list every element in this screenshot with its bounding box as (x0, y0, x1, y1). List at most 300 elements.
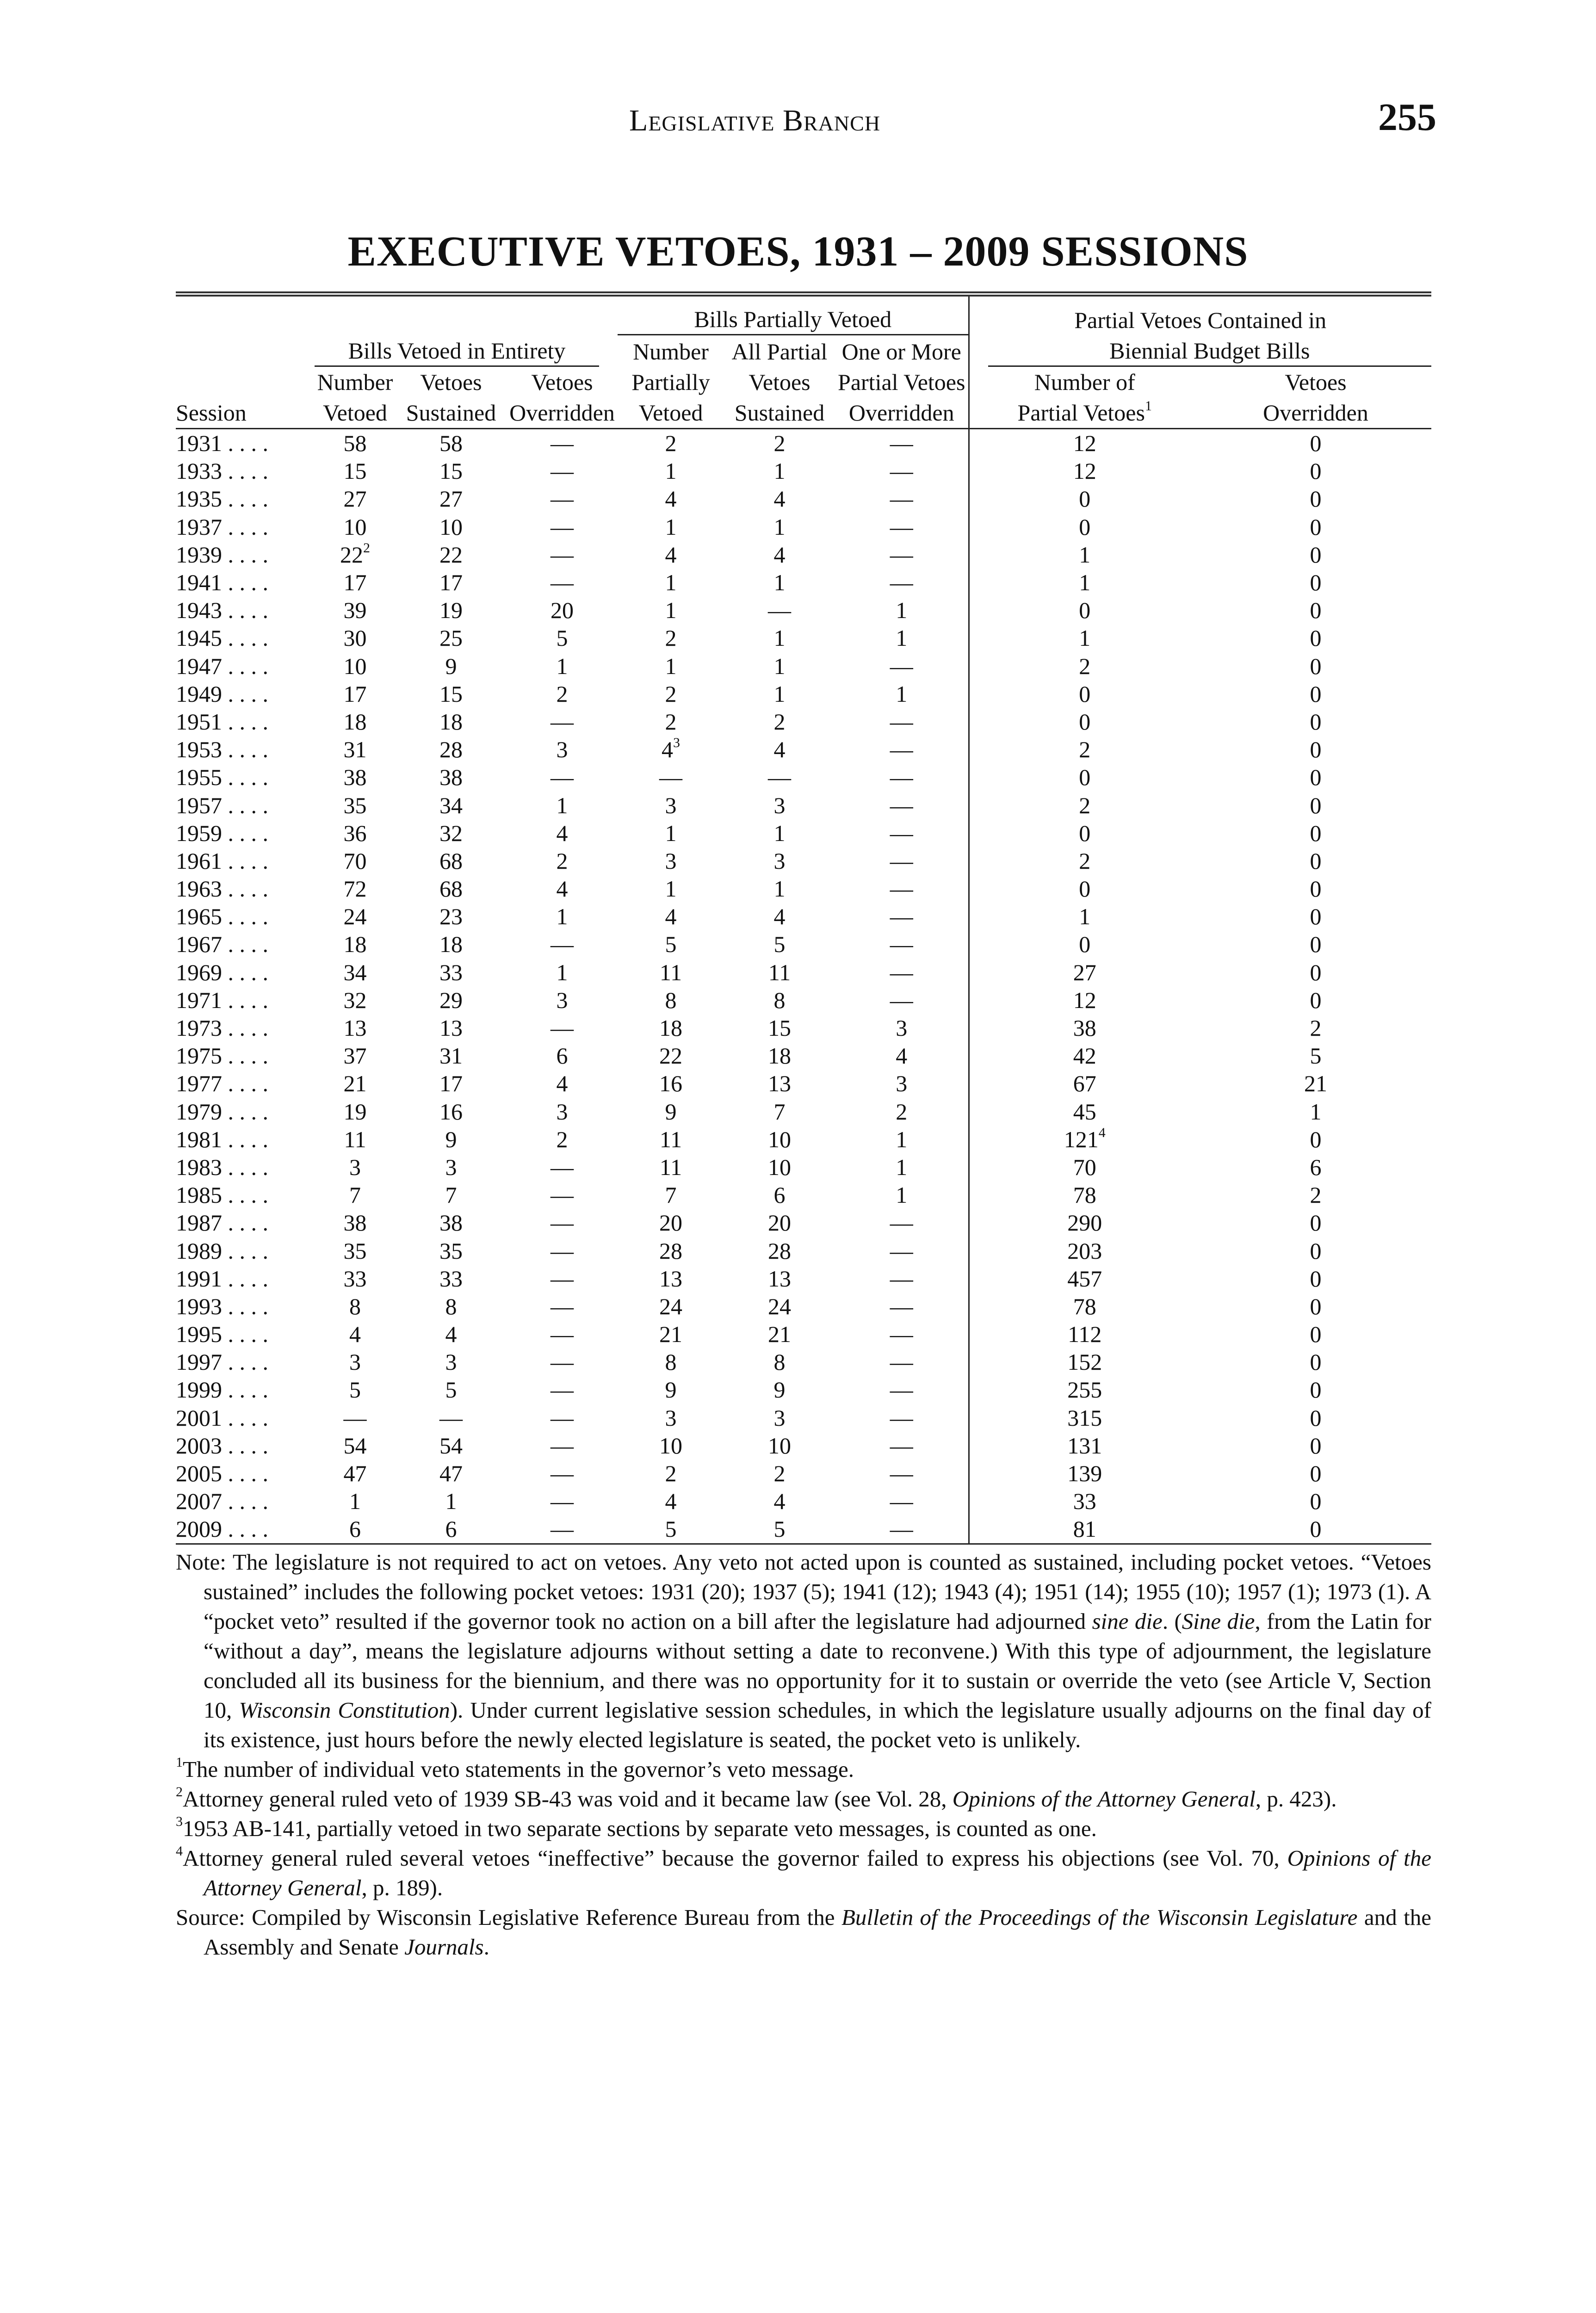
cell-ent-number: 3 (349, 1154, 361, 1180)
cell-par-number: 11 (659, 1126, 682, 1152)
cell-par-overridden: — (890, 1460, 913, 1487)
cell-ent-sustained: 68 (439, 876, 463, 902)
cell-bud-overridden: 0 (1310, 1349, 1322, 1375)
cell-ent-overridden: — (551, 569, 574, 596)
cell-par-overridden: — (890, 903, 913, 930)
cell-ent-overridden: — (551, 1321, 574, 1348)
cell-par-number: 3 (665, 792, 677, 818)
cell-ent-number: 15 (343, 458, 367, 484)
cell-par-number: 1 (665, 513, 677, 540)
table-row (176, 1460, 1431, 1487)
cell-bud-overridden: 0 (1310, 653, 1322, 679)
cell-bud-number: 81 (969, 1515, 1200, 1544)
cell-par-overridden: — (890, 513, 913, 540)
cell-par-overridden: — (890, 1349, 913, 1375)
cell-bud-overridden: 21 (1304, 1070, 1327, 1097)
cell-par-number: 2 (665, 430, 677, 457)
cell-bud-number: 12 (969, 429, 1200, 458)
cell-par-number: 11 (659, 1154, 682, 1180)
cell-session: 1983 . . . . (176, 1154, 268, 1180)
cell-session: 1985 . . . . (176, 1182, 268, 1208)
cell-ent-overridden: — (551, 1015, 574, 1041)
col-par-overridden-3: Overridden (835, 397, 969, 429)
cell-par-overridden: 2 (896, 1098, 908, 1125)
cell-bud-number: 0 (969, 708, 1200, 736)
cell-ent-sustained: 6 (396, 1515, 507, 1544)
cell-ent-number: 36 (343, 820, 367, 846)
cell-ent-overridden: 3 (556, 736, 568, 763)
cell-par-overridden: — (890, 486, 913, 512)
cell-ent-number: 38 (343, 764, 367, 791)
cell-ent-overridden: — (551, 1432, 574, 1459)
cell-ent-sustained: 15 (439, 458, 463, 484)
cell-ent-overridden: 2 (556, 680, 568, 707)
cell-par-number: 7 (665, 1182, 677, 1208)
cell-par-sustained: 4 (773, 1488, 786, 1515)
cell-ent-number: 24 (343, 903, 367, 930)
table-row (176, 847, 1431, 875)
cell-session: 1951 . . . . (176, 708, 268, 735)
cell-ent-number: 58 (343, 430, 367, 457)
cell-ent-overridden: — (551, 1377, 574, 1403)
cell-par-sustained: 1 (773, 625, 786, 651)
table-row (176, 875, 1431, 903)
cell-par-overridden: — (890, 1237, 913, 1264)
cell-par-overridden: 1 (896, 1126, 908, 1152)
cell-ent-sustained: 1 (445, 1488, 457, 1515)
cell-bud-overridden: 0 (1310, 1404, 1322, 1431)
col-bud-number-1: Number of (969, 367, 1200, 397)
cell-bud-overridden: 0 (1310, 708, 1322, 735)
cell-bud-overridden: 0 (1310, 1432, 1322, 1459)
table-row (176, 457, 1431, 485)
cell-ent-overridden: — (551, 430, 574, 457)
cell-ent-sustained: 7 (445, 1182, 457, 1208)
table-row (176, 624, 1431, 652)
cell-session: 1933 . . . . (176, 458, 268, 484)
cell-bud-overridden: 0 (1310, 1237, 1322, 1264)
cell-ent-sustained: 8 (445, 1293, 457, 1319)
cell-bud-number: 78 (969, 1181, 1200, 1209)
cell-bud-overridden: 0 (1310, 680, 1322, 707)
cell-ent-overridden: 1 (556, 959, 568, 985)
cell-session: 1949 . . . . (176, 680, 268, 707)
cell-session: 1931 . . . . (176, 430, 268, 457)
cell-bud-number: 2 (969, 736, 1200, 763)
table-row (176, 429, 1431, 458)
cell-session: 1963 . . . . (176, 876, 268, 902)
col-par-sustained-1: All Partial (731, 339, 828, 365)
cell-ent-overridden: 4 (556, 1070, 568, 1097)
cell-par-number: 3 (665, 1404, 677, 1431)
col-ent-sustained-2: Sustained (396, 397, 507, 429)
col-ent-sustained-1: Vetoes (420, 369, 482, 395)
col-bud-overridden-2: Overridden (1200, 397, 1431, 429)
cell-par-sustained: 10 (768, 1432, 791, 1459)
cell-par-number: $4^3$ (662, 735, 680, 763)
cell-par-number: 2 (665, 708, 677, 735)
cell-ent-overridden: — (551, 1210, 574, 1236)
cell-ent-number: — (343, 1404, 367, 1431)
col-par-overridden-1: One or More (841, 339, 961, 365)
cell-ent-number: 6 (315, 1515, 396, 1544)
cell-session: 1955 . . . . (176, 764, 268, 791)
cell-ent-overridden: 6 (556, 1043, 568, 1069)
table-row (176, 1432, 1431, 1460)
cell-par-overridden: — (890, 959, 913, 985)
cell-session: 1973 . . . . (176, 1015, 268, 1041)
cell-session: 1975 . . . . (176, 1043, 268, 1069)
cell-ent-number: 33 (343, 1265, 367, 1292)
cell-bud-overridden: 0 (1310, 541, 1322, 568)
cell-session: 1957 . . . . (176, 792, 268, 818)
cell-ent-number: 30 (343, 625, 367, 651)
table-note: Note: The legislature is not required to act on vetoes. Any veto not acted upon is counted as sustained, including pocket vetoes. “Vetoes sustained” includes the following pocket vetoes: 1931 (20); 1937 (5); 1941 (12); 1943 (4); 1951 (14); 1955 (10); 1957 (1); 1973 (1). A “pocket veto” resulted if the governor took no action on a bill after the legislature had adjourned sine die. (Sine die, from the Latin for “without a day”, means the legislature adjourns without setting a date to reconvene.) With this type of adjournment, the legislature concluded all its business for the biennium, and there was no opportunity for it to sustain or override the veto (see Article V, Section 10, Wisconsin Constitution). Under current legislative session schedules, in which the legislature usually adjourns on the final day of its existence, just hours before the newly elected legislature is seated, the pocket veto is unlikely. (176, 1549, 1431, 1752)
cell-bud-overridden: 0 (1310, 876, 1322, 902)
cell-session: 2007 . . . . (176, 1488, 268, 1515)
vetoes-table (176, 291, 1431, 1545)
cell-bud-overridden: 0 (1310, 597, 1322, 624)
table-header (176, 294, 1431, 429)
cell-ent-sustained: 38 (439, 764, 463, 791)
cell-par-overridden: 3 (896, 1015, 908, 1041)
footnote-4: $^4$Attorney general ruled several vetoes “ineffective” because the governor failed to express his objections (see Vol. 70, Opinions of the Attorney General, p. 189). (176, 1843, 1431, 1900)
cell-session: 1953 . . . . (176, 736, 268, 763)
cell-bud-number: 152 (969, 1348, 1200, 1376)
cell-par-overridden: — (890, 1265, 913, 1292)
cell-ent-number: 4 (349, 1321, 361, 1348)
cell-session: 1997 . . . . (176, 1349, 268, 1375)
cell-par-number: 1 (665, 653, 677, 679)
cell-par-number: 2 (665, 1460, 677, 1487)
cell-par-overridden: — (890, 987, 913, 1013)
cell-par-overridden: — (890, 1293, 913, 1319)
table-row (176, 959, 1431, 986)
cell-par-sustained: 2 (773, 430, 786, 457)
cell-bud-number: 45 (969, 1098, 1200, 1126)
cell-par-overridden: 1 (896, 1182, 908, 1208)
cell-ent-overridden: — (551, 513, 574, 540)
cell-par-sustained: 24 (768, 1293, 791, 1319)
cell-bud-overridden: 0 (1310, 1488, 1322, 1515)
cell-ent-number: 72 (343, 876, 367, 902)
cell-ent-sustained: 47 (439, 1460, 463, 1487)
cell-par-overridden: — (890, 1377, 913, 1403)
cell-par-sustained: 1 (773, 680, 786, 707)
cell-bud-overridden: 0 (1310, 1210, 1322, 1236)
col-session: Session (176, 397, 315, 429)
table-row (176, 1293, 1431, 1320)
cell-bud-number: 131 (969, 1432, 1200, 1460)
cell-bud-overridden: 0 (1310, 1126, 1322, 1152)
cell-bud-number: 112 (969, 1320, 1200, 1348)
cell-bud-number: 0 (969, 763, 1200, 791)
cell-par-number: 4 (665, 541, 677, 568)
cell-par-sustained: 3 (773, 847, 786, 874)
cell-par-overridden: 1 (896, 1154, 908, 1180)
cell-session: 2005 . . . . (176, 1460, 268, 1487)
running-head-title: Legislative Branch (629, 104, 881, 137)
cell-par-number: 11 (659, 959, 682, 985)
cell-par-sustained: 5 (773, 931, 786, 958)
cell-bud-overridden: 0 (1310, 513, 1322, 540)
cell-session: 1937 . . . . (176, 513, 268, 540)
cell-par-number: 3 (665, 847, 677, 874)
col-par-overridden-2: Partial Vetoes (838, 369, 965, 395)
table-row (176, 569, 1431, 596)
cell-par-sustained: 5 (724, 1515, 835, 1544)
cell-par-overridden: — (890, 736, 913, 763)
cell-ent-sustained: 18 (439, 931, 463, 958)
group-header-budget-line2: Biennial Budget Bills (988, 336, 1432, 367)
cell-par-number: 1 (665, 820, 677, 846)
cell-par-number: 1 (665, 597, 677, 624)
cell-ent-number: $22^2$ (340, 540, 370, 568)
cell-ent-sustained: 19 (439, 597, 463, 624)
cell-ent-overridden: — (551, 708, 574, 735)
cell-par-number: 16 (659, 1070, 682, 1097)
cell-par-overridden: — (890, 792, 913, 818)
cell-bud-overridden: 0 (1310, 1377, 1322, 1403)
cell-ent-sustained: 3 (445, 1154, 457, 1180)
cell-ent-overridden: 1 (556, 792, 568, 818)
cell-session: 1999 . . . . (176, 1377, 268, 1403)
cell-ent-number: 11 (344, 1126, 366, 1152)
cell-ent-overridden: — (551, 1237, 574, 1264)
table-row (176, 1487, 1431, 1515)
cell-ent-number: 8 (349, 1293, 361, 1319)
cell-ent-sustained: 38 (439, 1210, 463, 1236)
cell-bud-number: 2 (969, 791, 1200, 819)
cell-bud-number: 27 (969, 959, 1200, 986)
cell-bud-number: 70 (969, 1153, 1200, 1181)
cell-session: 2003 . . . . (176, 1432, 268, 1459)
cell-par-number: 2 (665, 680, 677, 707)
cell-par-number: 9 (665, 1377, 677, 1403)
cell-ent-sustained: 27 (439, 486, 463, 512)
cell-par-overridden: — (890, 1321, 913, 1348)
table-row (176, 513, 1431, 541)
cell-bud-number: 2 (969, 847, 1200, 875)
cell-bud-overridden: 0 (1310, 959, 1322, 985)
cell-par-overridden: 4 (896, 1043, 908, 1069)
cell-par-overridden: — (890, 653, 913, 679)
cell-ent-overridden: — (551, 1460, 574, 1487)
cell-par-number: 10 (659, 1432, 682, 1459)
cell-par-sustained: 2 (773, 1460, 786, 1487)
cell-ent-overridden: — (507, 1515, 618, 1544)
cell-par-sustained: 8 (773, 987, 786, 1013)
table-row (176, 541, 1431, 569)
cell-ent-overridden: — (551, 1488, 574, 1515)
table-row (176, 680, 1431, 708)
cell-par-overridden: — (890, 1432, 913, 1459)
cell-par-sustained: 4 (773, 736, 786, 763)
cell-ent-number: 70 (343, 847, 367, 874)
cell-ent-overridden: 4 (556, 876, 568, 902)
cell-par-sustained: 15 (768, 1015, 791, 1041)
cell-session: 1935 . . . . (176, 486, 268, 512)
cell-ent-overridden: 2 (556, 847, 568, 874)
cell-session: 1977 . . . . (176, 1070, 268, 1097)
col-par-sustained-3: Sustained (724, 397, 835, 429)
cell-par-number: 13 (659, 1265, 682, 1292)
cell-par-sustained: 21 (768, 1321, 791, 1348)
cell-bud-number: 38 (969, 1014, 1200, 1042)
table-row (176, 763, 1431, 791)
col-par-number-1: Number (633, 339, 709, 365)
cell-session: 1965 . . . . (176, 903, 268, 930)
cell-par-number: 9 (665, 1098, 677, 1125)
cell-bud-overridden: 0 (1310, 1460, 1322, 1487)
table-row (176, 791, 1431, 819)
col-ent-number-1: Number (317, 369, 393, 395)
cell-bud-overridden: 0 (1310, 1321, 1322, 1348)
cell-ent-overridden: 1 (556, 653, 568, 679)
table-row (176, 819, 1431, 847)
cell-par-sustained: 4 (773, 903, 786, 930)
cell-par-sustained: 7 (773, 1098, 786, 1125)
cell-ent-sustained: 17 (439, 1070, 463, 1097)
table-row (176, 1153, 1431, 1181)
cell-par-number: 28 (659, 1237, 682, 1264)
cell-par-number: 22 (659, 1043, 682, 1069)
table-row (176, 596, 1431, 624)
col-bud-number-2: Partial Vetoes$^1$ (969, 397, 1200, 429)
col-par-number-3: Vetoed (618, 397, 724, 429)
cell-ent-number: 31 (343, 736, 367, 763)
cell-par-number: 1 (665, 876, 677, 902)
col-ent-overridden-2: Overridden (507, 397, 618, 429)
cell-par-number: 2 (665, 625, 677, 651)
cell-ent-number: 5 (349, 1377, 361, 1403)
group-header-partial: Bills Partially Vetoed (618, 304, 968, 335)
cell-session: 1941 . . . . (176, 569, 268, 596)
cell-bud-number: $121^4$ (969, 1126, 1200, 1153)
cell-par-sustained: 20 (768, 1210, 791, 1236)
cell-bud-number: 0 (969, 485, 1200, 513)
cell-ent-sustained: 28 (439, 736, 463, 763)
cell-session: 1979 . . . . (176, 1098, 268, 1125)
col-par-number-2: Partially (631, 369, 710, 395)
cell-ent-number: 35 (343, 1237, 367, 1264)
cell-par-overridden: — (890, 541, 913, 568)
cell-bud-number: 12 (969, 986, 1200, 1014)
cell-par-overridden: 1 (896, 625, 908, 651)
cell-ent-overridden: — (551, 764, 574, 791)
cell-par-sustained: 1 (773, 820, 786, 846)
cell-bud-overridden: 0 (1310, 625, 1322, 651)
table-row (176, 1209, 1431, 1237)
cell-par-overridden: 1 (896, 597, 908, 624)
cell-ent-sustained: 68 (439, 847, 463, 874)
cell-ent-number: 17 (343, 569, 367, 596)
cell-ent-sustained: 32 (439, 820, 463, 846)
cell-ent-number: 47 (343, 1460, 367, 1487)
cell-ent-sustained: 29 (439, 987, 463, 1013)
cell-session: 2009 . . . . (176, 1515, 315, 1544)
cell-par-overridden: — (890, 820, 913, 846)
cell-bud-number: 33 (969, 1487, 1200, 1515)
cell-ent-number: 39 (343, 597, 367, 624)
cell-par-sustained: 3 (773, 792, 786, 818)
cell-bud-number: 315 (969, 1404, 1200, 1432)
cell-par-number: 4 (665, 486, 677, 512)
cell-bud-overridden: 0 (1310, 736, 1322, 763)
cell-ent-sustained: 13 (439, 1015, 463, 1041)
cell-session: 1991 . . . . (176, 1265, 268, 1292)
cell-par-sustained: 11 (768, 959, 791, 985)
cell-session: 1961 . . . . (176, 847, 268, 874)
cell-ent-overridden: 20 (551, 597, 574, 624)
cell-par-number: 4 (665, 903, 677, 930)
cell-ent-number: 32 (343, 987, 367, 1013)
cell-ent-number: 21 (343, 1070, 367, 1097)
cell-ent-sustained: 35 (439, 1237, 463, 1264)
table-row (176, 1070, 1431, 1097)
cell-bud-overridden: 0 (1310, 458, 1322, 484)
cell-session: 1947 . . . . (176, 653, 268, 679)
cell-ent-overridden: — (551, 458, 574, 484)
cell-ent-overridden: — (551, 1349, 574, 1375)
cell-par-number: 5 (665, 931, 677, 958)
cell-bud-overridden: 5 (1310, 1043, 1322, 1069)
cell-bud-overridden: 2 (1310, 1182, 1322, 1208)
cell-ent-number: 34 (343, 959, 367, 985)
cell-par-overridden: — (890, 931, 913, 958)
cell-ent-number: 10 (343, 653, 367, 679)
cell-par-sustained: 6 (773, 1182, 786, 1208)
cell-par-sustained: 4 (773, 486, 786, 512)
cell-par-sustained: 2 (773, 708, 786, 735)
cell-par-sustained: 18 (768, 1043, 791, 1069)
cell-ent-sustained: 9 (445, 653, 457, 679)
cell-bud-overridden: 0 (1310, 1293, 1322, 1319)
cell-bud-number: 0 (969, 513, 1200, 541)
cell-session: 1995 . . . . (176, 1321, 268, 1348)
cell-ent-number: 54 (343, 1432, 367, 1459)
table-row (176, 1348, 1431, 1376)
cell-ent-overridden: 3 (556, 1098, 568, 1125)
cell-bud-number: 139 (969, 1460, 1200, 1487)
cell-bud-overridden: 0 (1310, 486, 1322, 512)
cell-par-number: 8 (665, 987, 677, 1013)
cell-par-sustained: 10 (768, 1154, 791, 1180)
cell-par-overridden: 1 (896, 680, 908, 707)
group-header-entirety: Bills Vetoed in Entirety (315, 336, 599, 367)
cell-ent-sustained: 22 (439, 541, 463, 568)
cell-par-sustained: 10 (768, 1126, 791, 1152)
footnote-1: $^1$The number of individual veto statements in the governor’s veto message. (176, 1755, 854, 1782)
table-row (176, 1404, 1431, 1432)
cell-ent-number: 19 (343, 1098, 367, 1125)
cell-bud-number: 457 (969, 1265, 1200, 1293)
cell-par-number: 1 (665, 569, 677, 596)
cell-ent-number: 35 (343, 792, 367, 818)
cell-ent-overridden: — (551, 1265, 574, 1292)
table-row (176, 736, 1431, 763)
cell-par-sustained: 13 (768, 1070, 791, 1097)
cell-session: 1945 . . . . (176, 625, 268, 651)
cell-bud-overridden: 0 (1310, 847, 1322, 874)
cell-ent-number: 38 (343, 1210, 367, 1236)
col-bud-overridden-1: Vetoes (1285, 369, 1347, 395)
table-row (176, 930, 1431, 958)
cell-session: 1987 . . . . (176, 1210, 268, 1236)
table-row (176, 1126, 1431, 1153)
cell-par-overridden: — (890, 1210, 913, 1236)
cell-ent-overridden: — (551, 1182, 574, 1208)
